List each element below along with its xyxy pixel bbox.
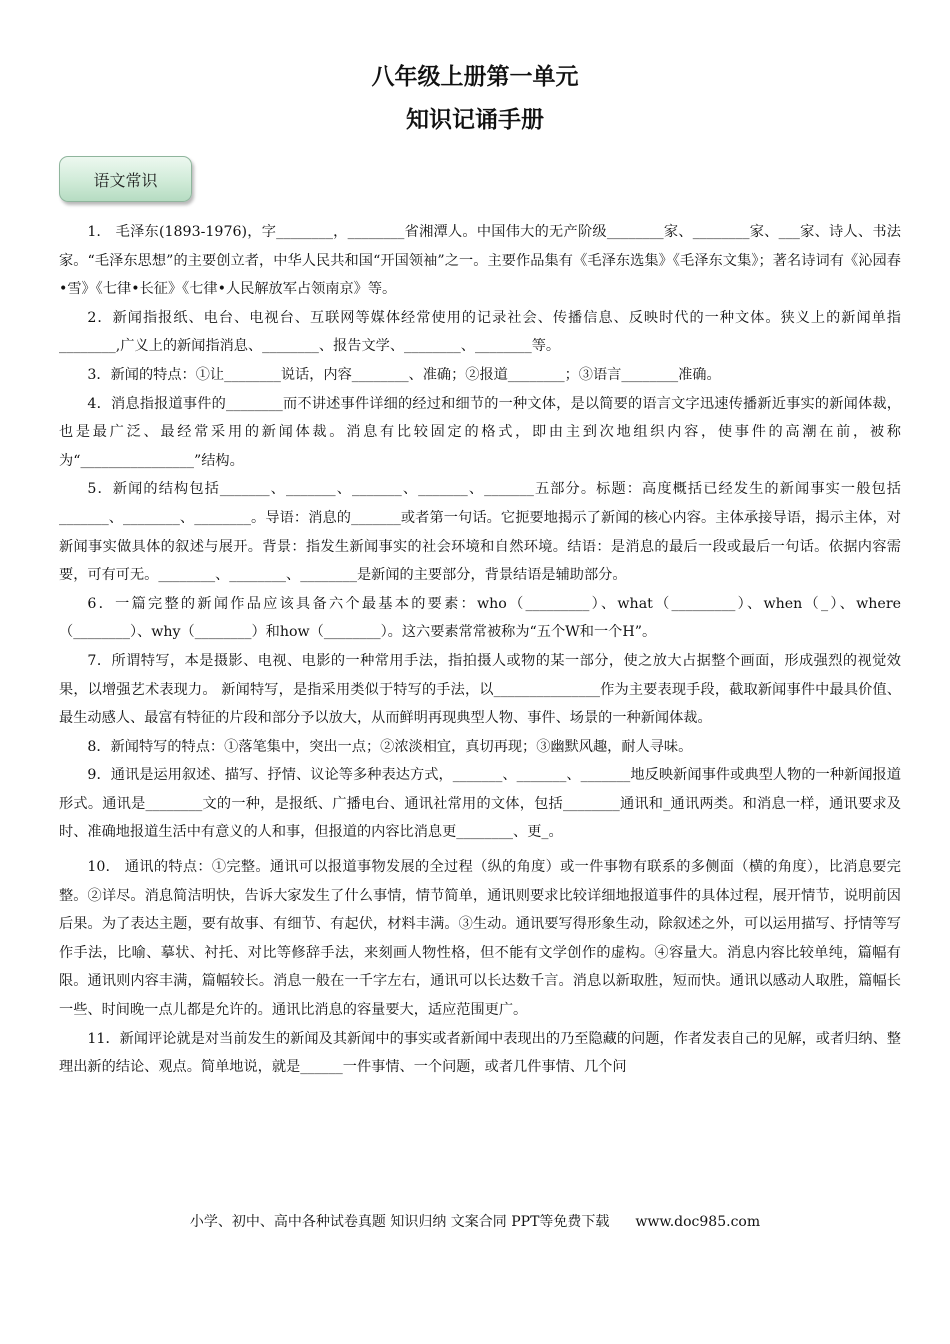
paragraph-11: 11．新闻评论就是对当前发生的新闻及其新闻中的事实或者新闻中表现出的乃至隐藏的问题，作者发表自己的见解，或者归纳、整理出新的结论、观点。简单地说，就是______一件事情、一个问题，或者几件事情、几个问 (59, 1030, 901, 1076)
paragraph-6: 6．一篇完整的新闻作品应该具备六个最基本的要素：who（_________）、what（_________）、when（_）、where（________）、why（________）和how（________）。这六要素常常被称为“五个W和一个H”。 (59, 595, 901, 641)
paragraph-8: 8．新闻特写的特点：①落笔集中，突出一点；②浓淡相宜，真切再现；③幽默风趣，耐人寻味。 (87, 738, 693, 755)
paragraph-7: 7．所谓特写，本是摄影、电视、电影的一种常用手法，指拍摄人或物的某一部分，使之放大占据整个画面，形成强烈的视觉效果，以增强艺术表现力。 新闻特写，是指采用类似于特写的手法，以_______________作为主要表现手段，截取新闻事件中最具价值、最生动感人、最富有特征的片段和部分予以放大，从而鲜明再现典型人物、事件、场景的一种新闻体裁。 (59, 652, 901, 727)
footer-url[interactable]: www.doc985.com (635, 1214, 761, 1230)
paragraph-10: 10. 通讯的特点：①完整。通讯可以报道事物发展的全过程（纵的角度）或一件事物有联系的多侧面（横的角度），比消息要完整。②详尽。消息简洁明快，告诉大家发生了什么事情，情节简单，通讯则要求比较详细地报道事件的具体过程，展开情节，说明前因后果。为了表达主题，要有故事、有细节、有起伏，材料丰满。③生动。通讯要写得形象生动，除叙述之外，可以运用描写、抒情等写作手法，比喻、摹状、衬托、对比等修辞手法，来刻画人物性格，但不能有文学创作的虚构。④容量大。消息内容比较单纯，篇幅有限。通讯则内容丰满，篇幅较长。消息一般在一千字左右，通讯可以长达数千言。消息以新取胜，短而快。通讯以感动人取胜，篇幅长一些、时间晚一点儿都是允许的。通讯比消息的容量要大，适应范围更广。 (59, 859, 901, 1019)
paragraph-3: 3．新闻的特点：①让________说话，内容________、准确；②报道________；③语言________准确。 (87, 366, 721, 383)
paragraph-4: 4．消息指报道事件的________而不讲述事件详细的经过和细节的一种文体，是以简要的语言文字迅速传播新近事实的新闻体裁，也是最广泛、最经常采用的新闻体裁。消息有比较固定的格式，即由主到次地组织内容，使事件的高潮在前，被称为“________________”结构。 (59, 395, 901, 469)
paragraph-2: 2．新闻指报纸、电台、电视台、互联网等媒体经常使用的记录社会、传播信息、反映时代的一种文体。狭义上的新闻单指________,广义上的新闻指消息、________、报告文学、________、________等。 (59, 309, 901, 355)
section-badge (59, 156, 192, 202)
page-title: 八年级上册第一单元 (371, 64, 579, 90)
content-body (59, 218, 901, 1082)
paragraph-5: 5．新闻的结构包括_______、_______、_______、_______、_______五部分。标题：高度概括已经发生的新闻事实一般包括_______、________、________。导语：消息的_______或者第一句话。它扼要地揭示了新闻的核心内容。主体承接导语，揭示主体，对新闻事实做具体的叙述与展开。背景：指发生新闻事实的社会环境和自然环境。结语：是消息的最后一段或最后一句话。依据内容需要，可有可无。________、________、________是新闻的主要部分，背景结语是辅助部分。 (59, 481, 901, 584)
footer-text: 小学、初中、高中各种试卷真题 知识归纳 文案合同 PPT等免费下载 (189, 1214, 610, 1230)
page-subtitle: 知识记诵手册 (406, 107, 544, 133)
paragraph-1: 1. 毛泽东(1893-1976)，字________，________省湘潭人。中国伟大的无产阶级________家、________家、___家、诗人、书法家。“毛泽东思想”的主要创立者，中华人民共和国“开国领袖”之一。主要作品集有《毛泽东选集》《毛泽东文集》；著名诗词有《沁园春•雪》《七律•长征》《七律•人民解放军占领南京》等。 (59, 224, 901, 298)
paragraph-9: 9．通讯是运用叙述、描写、抒情、议论等多种表达方式，_______、_______、_______地反映新闻事件或典型人物的一种新闻报道形式。通讯是________文的一种，是报纸、广播电台、通讯社常用的文体，包括________通讯和_通讯两类。和消息一样，通讯要求及时、准确地报道生活中有意义的人和事，但报道的内容比消息更________、更_。 (59, 767, 901, 841)
page-footer (0, 1211, 950, 1231)
section-badge-label: 语文常识 (93, 170, 158, 190)
